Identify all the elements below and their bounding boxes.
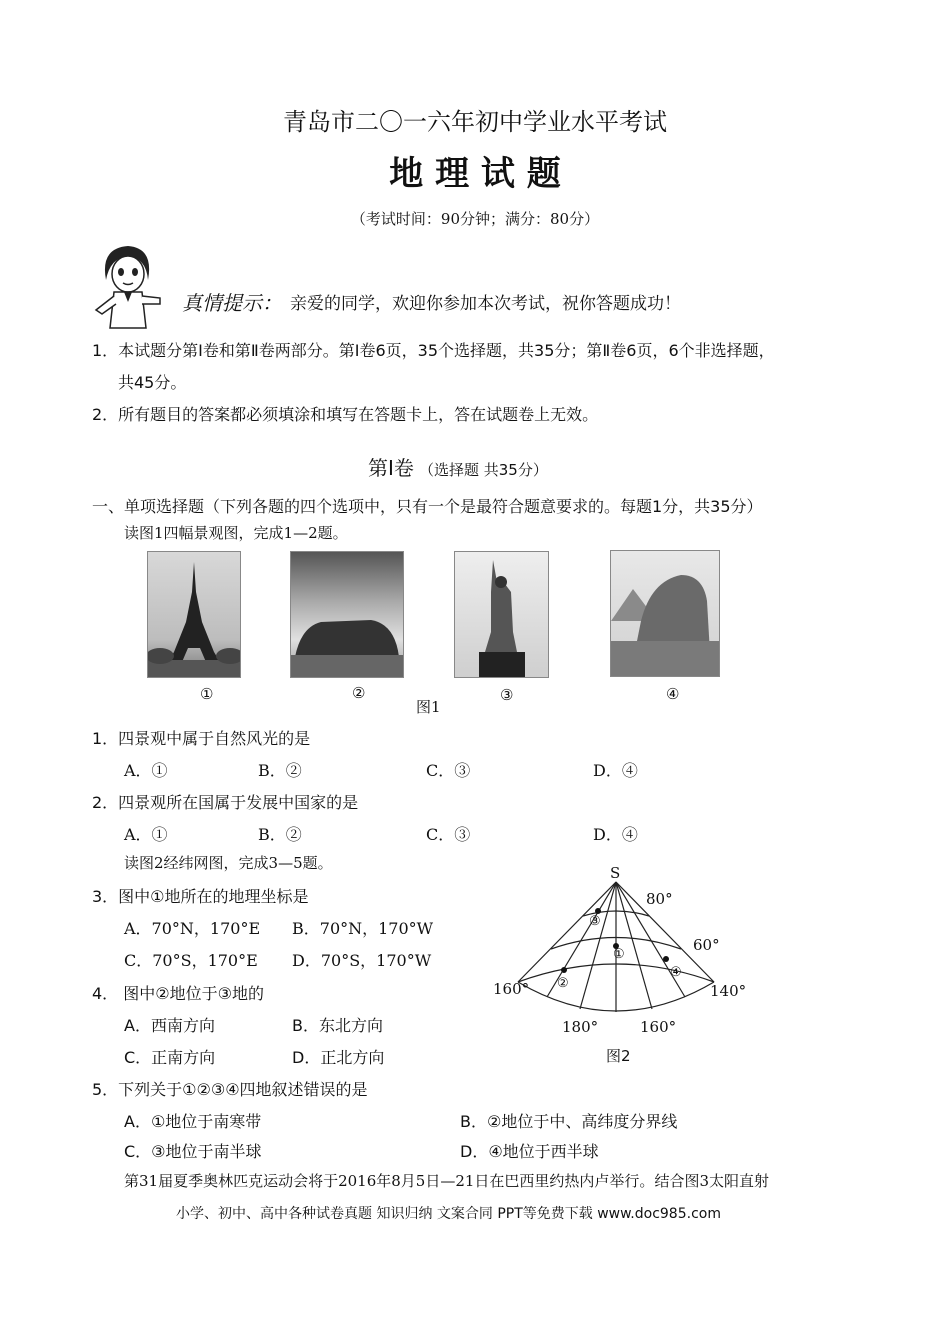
q2-option-c[interactable]: C．③: [426, 825, 471, 844]
fig1-label-2: ②: [352, 684, 366, 702]
q1-option-d[interactable]: D．④: [593, 761, 638, 780]
instruction-2: 2．所有题目的答案都必须填涂和填写在答题卡上，答在试题卷上无效。: [92, 405, 599, 424]
q3-option-a[interactable]: A．70°N，170°E: [124, 919, 261, 938]
eiffel-tower-photo: [147, 551, 241, 678]
fig2-lat-60: 60°: [693, 936, 720, 954]
q3-option-b[interactable]: B．70°N，170°W: [292, 919, 434, 938]
section-title: 第Ⅰ卷: [368, 456, 414, 480]
fig2-lon-160-left: 160°: [493, 980, 530, 998]
fig2-lon-180: 180°: [562, 1018, 599, 1036]
q3-option-c[interactable]: C．70°S，170°E: [124, 951, 258, 970]
q5-option-d[interactable]: D．④地位于西半球: [460, 1142, 599, 1161]
section-title-wrap: [368, 452, 548, 481]
fig2-lon-140: 140°: [710, 982, 747, 1000]
figure-2-caption: 图2: [606, 1047, 631, 1065]
statue-of-liberty-photo: [454, 551, 549, 678]
read-figure-1: 读图1四幅景观图，完成1—2题。: [124, 524, 348, 542]
question-3-stem: 3．图中①地所在的地理坐标是: [92, 887, 309, 906]
fig2-point-2: ②: [557, 976, 569, 991]
question-4-stem: 4． 图中②地位于③地的: [92, 984, 264, 1003]
part-heading: 一、单项选择题（下列各题的四个选项中，只有一个是最符合题意要求的。每题1分，共35分）: [92, 497, 763, 516]
instruction-1-cont: 共45分。: [118, 373, 187, 392]
fig2-point-4: ④: [670, 965, 682, 980]
q5-option-b[interactable]: B．②地位于中、高纬度分界线: [460, 1112, 678, 1131]
fig1-label-4: ④: [666, 685, 680, 703]
q5-option-a[interactable]: A．①地位于南寒带: [124, 1112, 262, 1131]
q4-option-c[interactable]: C．正南方向: [124, 1048, 216, 1067]
page-footer[interactable]: 小学、初中、高中各种试卷真题 知识归纳 文案合同 PPT等免费下载 www.doc985.com: [176, 1206, 721, 1222]
figure-1-caption: 图1: [416, 698, 441, 716]
fig1-label-3: ③: [500, 686, 514, 704]
exam-title: 青岛市二〇一六年初中学业水平考试: [283, 108, 667, 136]
instruction-1: 1．本试题分第Ⅰ卷和第Ⅱ卷两部分。第Ⅰ卷6页，35个选择题，共35分；第Ⅱ卷6页，6个非选择题，: [92, 341, 775, 360]
tip-text: 亲爱的同学，欢迎你参加本次考试，祝你答题成功！: [290, 294, 681, 314]
question-2-stem: 2．四景观所在国属于发展中国家的是: [92, 793, 359, 812]
fig2-lon-160-bottom: 160°: [640, 1018, 677, 1036]
fig2-point-1: ①: [613, 947, 625, 962]
q5-option-c[interactable]: C．③地位于南半球: [124, 1142, 262, 1161]
q4-option-b[interactable]: B．东北方向: [292, 1016, 383, 1035]
question-5-stem: 5．下列关于①②③④四地叙述错误的是: [92, 1080, 368, 1099]
question-6-context: 第31届夏季奥林匹克运动会将于2016年8月5日—21日在巴西里约热内卢举行。结合图3太阳直射: [124, 1172, 769, 1190]
q1-option-b[interactable]: B．②: [258, 761, 302, 780]
tip-label: 真情提示：: [182, 291, 282, 315]
q3-option-d[interactable]: D．70°S，170°W: [292, 951, 432, 970]
question-1-stem: 1．四景观中属于自然风光的是: [92, 729, 311, 748]
sphinx-pyramid-photo: [610, 550, 720, 677]
q4-option-a[interactable]: A．西南方向: [124, 1016, 215, 1035]
read-figure-2: 读图2经纬网图，完成3—5题。: [124, 854, 333, 872]
section-note: （选择题 共35分）: [419, 461, 548, 479]
fig1-label-1: ①: [200, 685, 214, 703]
fig2-lat-80: 80°: [646, 890, 673, 908]
fig2-pole-label: S: [610, 864, 621, 882]
q1-option-c[interactable]: C．③: [426, 761, 471, 780]
q2-option-b[interactable]: B．②: [258, 825, 302, 844]
fig2-point-3: ③: [589, 914, 601, 929]
q2-option-d[interactable]: D．④: [593, 825, 638, 844]
q2-option-a[interactable]: A．①: [124, 825, 168, 844]
subject-title: 地 理 试 题: [389, 154, 561, 194]
q1-option-a[interactable]: A．①: [124, 761, 168, 780]
cartoon-girl-illustration: [88, 240, 168, 330]
q4-option-d[interactable]: D．正北方向: [292, 1048, 385, 1067]
exam-info: （考试时间：90分钟；满分：80分）: [350, 210, 600, 228]
uluru-rock-photo: [290, 551, 404, 678]
